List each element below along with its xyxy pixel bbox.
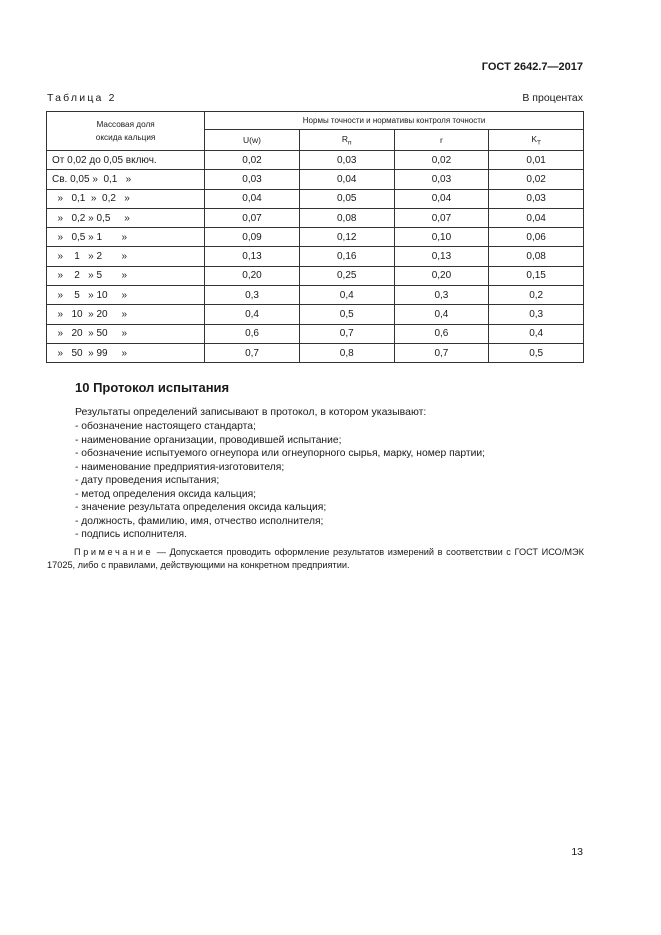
- Kt-cell: 0,03: [489, 189, 584, 208]
- u-cell: 0,7: [205, 343, 300, 362]
- table-row: [47, 247, 584, 266]
- col-header-Kt: $K_T$: [489, 130, 584, 151]
- r-cell: 0,20: [394, 266, 489, 285]
- accuracy-table: [46, 111, 584, 363]
- table-row: [47, 189, 584, 208]
- Kt-cell: 0,3: [489, 305, 584, 324]
- Kt-cell: 0,02: [489, 170, 584, 189]
- list-item: - наименование предприятия-изготовителя;: [75, 461, 285, 473]
- range-cell: » 50 » 99 »: [47, 343, 205, 362]
- Rn-cell: 0,12: [299, 228, 394, 247]
- list-item: - обозначение настоящего стандарта;: [75, 421, 256, 432]
- r-cell: 0,02: [394, 151, 489, 170]
- standard-number: ГОСТ 2642.7—2017: [481, 61, 583, 73]
- col-header-Rn: $R_п$: [299, 130, 394, 151]
- table-row: [47, 170, 584, 189]
- Rn-cell: 0,25: [299, 266, 394, 285]
- Kt-cell: 0,5: [489, 343, 584, 362]
- note-text: — Допускается проводить оформление результатов измерений в соответствии с ГОСТ ИСО/МЭК 17025, либо с правилами, действующими на конкретном предприятии.: [47, 547, 584, 570]
- range-cell: » 0,5 » 1 »: [47, 228, 205, 247]
- page-number: 13: [571, 846, 583, 858]
- list-item: - обозначение испытуемого огнеупора или огнеупорного сырья, марку, номер партии;: [75, 448, 485, 459]
- list-item: - подпись исполнителя.: [75, 529, 187, 540]
- table-row: [47, 208, 584, 227]
- Kt-cell: 0,04: [489, 208, 584, 227]
- Kt-cell: 0,2: [489, 286, 584, 305]
- list-item: - должность, фамилию, имя, отчество исполнителя;: [75, 515, 324, 527]
- u-cell: 0,13: [205, 247, 300, 266]
- u-cell: 0,20: [205, 266, 300, 285]
- r-cell: 0,13: [394, 247, 489, 266]
- list-item: - значение результата определения оксида кальция;: [75, 502, 327, 513]
- Kt-cell: 0,06: [489, 228, 584, 247]
- r-cell: 0,3: [394, 286, 489, 305]
- Rn-cell: 0,04: [299, 170, 394, 189]
- col-header-r: r: [394, 130, 489, 151]
- Kt-cell: 0,15: [489, 266, 584, 285]
- r-cell: 0,6: [394, 324, 489, 343]
- range-cell: » 20 » 50 »: [47, 324, 205, 343]
- Rn-cell: 0,7: [299, 324, 394, 343]
- r-cell: 0,07: [394, 208, 489, 227]
- u-cell: 0,02: [205, 151, 300, 170]
- range-cell: » 2 » 5 »: [47, 266, 205, 285]
- Rn-cell: 0,16: [299, 247, 394, 266]
- range-cell: » 0,2 » 0,5 »: [47, 208, 205, 227]
- Kt-cell: 0,4: [489, 324, 584, 343]
- r-cell: 0,03: [394, 170, 489, 189]
- Rn-cell: 0,8: [299, 343, 394, 362]
- Kt-cell: 0,08: [489, 247, 584, 266]
- table-units: В процентах: [522, 92, 583, 104]
- r-cell: 0,10: [394, 228, 489, 247]
- table-row: [47, 343, 584, 362]
- range-cell: » 1 » 2 »: [47, 247, 205, 266]
- table-row: [47, 286, 584, 305]
- Rn-cell: 0,4: [299, 286, 394, 305]
- u-cell: 0,07: [205, 208, 300, 227]
- table-body: [47, 151, 584, 363]
- protocol-items-list: [75, 420, 485, 542]
- r-cell: 0,4: [394, 305, 489, 324]
- note-label: Примечание: [74, 547, 154, 557]
- u-cell: 0,4: [205, 305, 300, 324]
- u-cell: 0,04: [205, 189, 300, 208]
- table-row: [47, 228, 584, 247]
- Rn-cell: 0,08: [299, 208, 394, 227]
- col-header-u: U(w): [205, 130, 300, 151]
- range-cell: Св. 0,05 » 0,1 »: [47, 170, 205, 189]
- range-cell: » 0,1 » 0,2 »: [47, 189, 205, 208]
- range-cell: » 10 » 20 »: [47, 305, 205, 324]
- section-title: 10 Протокол испытания: [75, 380, 230, 395]
- list-item: - наименование организации, проводившей испытание;: [75, 434, 342, 446]
- Rn-cell: 0,5: [299, 305, 394, 324]
- list-item: - дату проведения испытания;: [75, 475, 220, 486]
- u-cell: 0,03: [205, 170, 300, 189]
- section-intro: Результаты определений записывают в протокол, в котором указывают:: [75, 406, 427, 418]
- u-cell: 0,3: [205, 286, 300, 305]
- list-item: - метод определения оксида кальция;: [75, 488, 257, 500]
- table-row: [47, 266, 584, 285]
- range-cell: » 5 » 10 »: [47, 286, 205, 305]
- range-cell: От 0,02 до 0,05 включ.: [47, 151, 205, 170]
- u-cell: 0,09: [205, 228, 300, 247]
- table-row: [47, 324, 584, 343]
- table-caption: Таблица 2: [47, 92, 117, 104]
- Kt-cell: 0,01: [489, 151, 584, 170]
- mass-fraction-header: Массовая доля оксида кальция: [47, 112, 205, 151]
- accuracy-group-header: Нормы точности и нормативы контроля точности: [205, 112, 584, 130]
- table-row: [47, 305, 584, 324]
- Rn-cell: 0,05: [299, 189, 394, 208]
- u-cell: 0,6: [205, 324, 300, 343]
- note: [47, 546, 584, 571]
- Rn-cell: 0,03: [299, 151, 394, 170]
- table-row: [47, 151, 584, 170]
- r-cell: 0,7: [394, 343, 489, 362]
- r-cell: 0,04: [394, 189, 489, 208]
